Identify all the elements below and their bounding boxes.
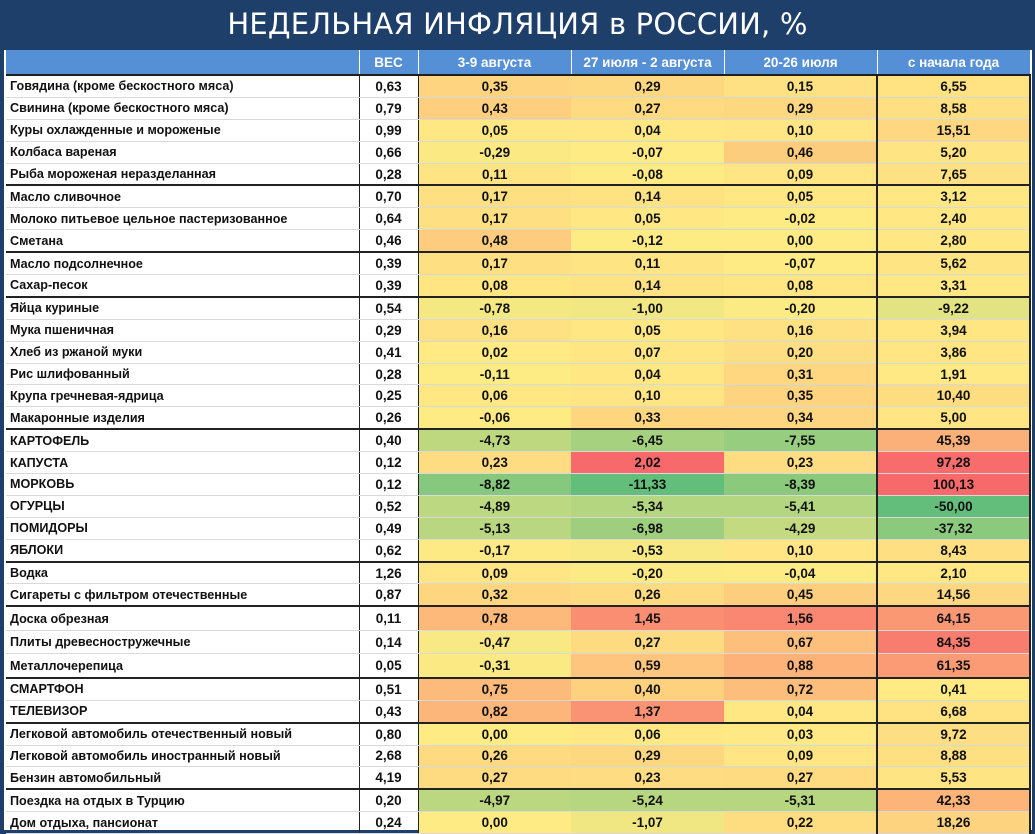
row-week-2-cell: 2,02: [571, 452, 724, 474]
table-title: НЕДЕЛЬНАЯ ИНФЛЯЦИЯ в РОССИИ, %: [0, 0, 1035, 48]
row-ytd-cell: 6,55: [877, 75, 1030, 97]
row-week-1-cell: 0,17: [418, 185, 571, 207]
row-week-1-cell: 0,35: [418, 75, 571, 97]
row-week-3-cell: 0,04: [724, 700, 877, 722]
row-week-3-cell: 0,72: [724, 678, 877, 700]
row-ytd-cell: 45,39: [877, 429, 1030, 451]
row-week-2-cell: 0,59: [571, 654, 724, 678]
row-name-cell: Металлочерепица: [6, 654, 359, 678]
row-name-cell: Колбаса вареная: [6, 141, 359, 163]
inflation-table: [6, 50, 1031, 834]
row-week-2-cell: 0,05: [571, 208, 724, 230]
table-row: [6, 230, 1030, 252]
row-week-3-cell: -0,04: [724, 562, 877, 584]
row-week-3-cell: -0,02: [724, 208, 877, 230]
row-ytd-cell: 61,35: [877, 654, 1030, 678]
table-row: [6, 700, 1030, 722]
row-weight-cell: 0,43: [359, 700, 418, 722]
row-week-3-cell: 0,00: [724, 230, 877, 252]
row-week-2-cell: 0,40: [571, 678, 724, 700]
row-ytd-cell: 3,12: [877, 185, 1030, 207]
row-weight-cell: 0,62: [359, 539, 418, 561]
row-name-cell: Крупа гречневая-ядрица: [6, 385, 359, 407]
table-row: [6, 630, 1030, 654]
row-week-2-cell: 0,27: [571, 630, 724, 654]
row-week-3-cell: 0,31: [724, 363, 877, 385]
table-row: [6, 385, 1030, 407]
row-week-1-cell: -0,31: [418, 654, 571, 678]
row-ytd-cell: 5,20: [877, 141, 1030, 163]
row-name-cell: Легковой автомобиль иностранный новый: [6, 745, 359, 767]
row-week-2-cell: 0,14: [571, 275, 724, 297]
row-name-cell: Бензин автомобильный: [6, 767, 359, 789]
row-ytd-cell: 2,80: [877, 230, 1030, 252]
header-row: [6, 50, 1030, 75]
row-week-3-cell: -8,39: [724, 474, 877, 496]
row-week-1-cell: 0,82: [418, 700, 571, 722]
row-weight-cell: 0,79: [359, 97, 418, 119]
row-name-cell: Рис шлифованный: [6, 363, 359, 385]
row-week-3-cell: -0,07: [724, 252, 877, 274]
row-week-3-cell: -7,55: [724, 429, 877, 451]
row-weight-cell: 0,40: [359, 429, 418, 451]
row-week-3-cell: -4,29: [724, 517, 877, 539]
row-week-1-cell: 0,05: [418, 119, 571, 141]
row-week-2-cell: 0,10: [571, 385, 724, 407]
row-week-2-cell: 0,14: [571, 185, 724, 207]
row-week-3-cell: 0,29: [724, 97, 877, 119]
row-weight-cell: 0,14: [359, 630, 418, 654]
row-name-cell: ЯБЛОКИ: [6, 539, 359, 561]
table-row: [6, 495, 1030, 517]
row-name-cell: ОГУРЦЫ: [6, 495, 359, 517]
row-week-1-cell: -0,29: [418, 141, 571, 163]
row-weight-cell: 2,68: [359, 745, 418, 767]
row-week-3-cell: 1,56: [724, 606, 877, 630]
row-week-3-cell: 0,10: [724, 119, 877, 141]
row-weight-cell: 0,52: [359, 495, 418, 517]
row-week-3-cell: 0,34: [724, 407, 877, 429]
row-weight-cell: 0,05: [359, 654, 418, 678]
row-week-3-cell: 0,10: [724, 539, 877, 561]
row-ytd-cell: 0,41: [877, 678, 1030, 700]
row-weight-cell: 0,99: [359, 119, 418, 141]
row-week-3-cell: -5,31: [724, 789, 877, 811]
row-name-cell: КАРТОФЕЛЬ: [6, 429, 359, 451]
row-name-cell: Куры охлажденные и мороженые: [6, 119, 359, 141]
row-ytd-cell: 2,40: [877, 208, 1030, 230]
table-row: [6, 678, 1030, 700]
row-week-1-cell: 0,09: [418, 562, 571, 584]
row-week-3-cell: -0,20: [724, 297, 877, 319]
row-week-3-cell: 0,15: [724, 75, 877, 97]
row-week-1-cell: 0,00: [418, 723, 571, 745]
row-week-3-cell: 0,20: [724, 341, 877, 363]
table-row: [6, 75, 1030, 97]
row-weight-cell: 0,24: [359, 812, 418, 834]
row-name-cell: Масло сливочное: [6, 185, 359, 207]
row-week-1-cell: 0,75: [418, 678, 571, 700]
row-week-2-cell: 0,23: [571, 767, 724, 789]
row-ytd-cell: 6,68: [877, 700, 1030, 722]
row-name-cell: Доска обрезная: [6, 606, 359, 630]
row-week-2-cell: 0,06: [571, 723, 724, 745]
row-week-1-cell: -0,06: [418, 407, 571, 429]
table-row: [6, 275, 1030, 297]
row-week-2-cell: -5,34: [571, 495, 724, 517]
row-ytd-cell: 8,58: [877, 97, 1030, 119]
row-weight-cell: 0,80: [359, 723, 418, 745]
row-week-1-cell: -0,78: [418, 297, 571, 319]
table-row: [6, 341, 1030, 363]
table-body: [6, 75, 1030, 834]
row-weight-cell: 0,41: [359, 341, 418, 363]
row-week-2-cell: 0,33: [571, 407, 724, 429]
header-ytd: с начала года: [877, 50, 1030, 75]
row-ytd-cell: 100,13: [877, 474, 1030, 496]
inflation-table-frame: [4, 50, 1032, 830]
row-week-1-cell: 0,32: [418, 584, 571, 606]
row-weight-cell: 0,51: [359, 678, 418, 700]
table-row: [6, 517, 1030, 539]
row-weight-cell: 0,12: [359, 474, 418, 496]
row-ytd-cell: 5,53: [877, 767, 1030, 789]
row-week-2-cell: -1,07: [571, 812, 724, 834]
row-ytd-cell: 5,62: [877, 252, 1030, 274]
row-ytd-cell: 2,10: [877, 562, 1030, 584]
row-ytd-cell: 15,51: [877, 119, 1030, 141]
table-row: [6, 723, 1030, 745]
row-name-cell: МОРКОВЬ: [6, 474, 359, 496]
row-week-3-cell: 0,45: [724, 584, 877, 606]
table-row: [6, 119, 1030, 141]
row-week-1-cell: 0,00: [418, 812, 571, 834]
row-week-2-cell: -0,20: [571, 562, 724, 584]
row-week-2-cell: 0,27: [571, 97, 724, 119]
row-name-cell: Дом отдыха, пансионат: [6, 812, 359, 834]
row-name-cell: Сметана: [6, 230, 359, 252]
row-ytd-cell: 97,28: [877, 452, 1030, 474]
row-week-3-cell: 0,09: [724, 745, 877, 767]
row-week-3-cell: 0,16: [724, 319, 877, 341]
row-ytd-cell: 3,86: [877, 341, 1030, 363]
table-row: [6, 319, 1030, 341]
row-week-3-cell: 0,27: [724, 767, 877, 789]
row-ytd-cell: 64,15: [877, 606, 1030, 630]
table-row: [6, 539, 1030, 561]
row-name-cell: Рыба мороженая неразделанная: [6, 163, 359, 185]
row-weight-cell: 0,28: [359, 163, 418, 185]
row-week-1-cell: -5,13: [418, 517, 571, 539]
row-week-1-cell: 0,78: [418, 606, 571, 630]
table-row: [6, 97, 1030, 119]
row-ytd-cell: 1,91: [877, 363, 1030, 385]
row-week-2-cell: -5,24: [571, 789, 724, 811]
header-name: [6, 50, 359, 75]
row-name-cell: Поездка на отдых в Турцию: [6, 789, 359, 811]
row-name-cell: Молоко питьевое цельное пастеризованное: [6, 208, 359, 230]
table-row: [6, 141, 1030, 163]
table-row: [6, 767, 1030, 789]
row-weight-cell: 0,70: [359, 185, 418, 207]
row-ytd-cell: 8,43: [877, 539, 1030, 561]
row-name-cell: Хлеб из ржаной муки: [6, 341, 359, 363]
header-week-2: 27 июля - 2 августа: [571, 50, 724, 75]
row-week-1-cell: 0,06: [418, 385, 571, 407]
row-week-2-cell: 0,11: [571, 252, 724, 274]
row-week-1-cell: 0,23: [418, 452, 571, 474]
row-name-cell: СМАРТФОН: [6, 678, 359, 700]
header-weight: ВЕС: [359, 50, 418, 75]
row-weight-cell: 0,28: [359, 363, 418, 385]
row-week-2-cell: 0,05: [571, 319, 724, 341]
row-week-1-cell: 0,17: [418, 208, 571, 230]
row-weight-cell: 0,66: [359, 141, 418, 163]
row-week-1-cell: 0,43: [418, 97, 571, 119]
row-name-cell: Сигареты с фильтром отечественные: [6, 584, 359, 606]
row-ytd-cell: 9,72: [877, 723, 1030, 745]
row-week-1-cell: -8,82: [418, 474, 571, 496]
row-week-3-cell: 0,09: [724, 163, 877, 185]
row-name-cell: Яйца куриные: [6, 297, 359, 319]
table-row: [6, 452, 1030, 474]
row-week-1-cell: -0,47: [418, 630, 571, 654]
table-row: [6, 745, 1030, 767]
row-week-3-cell: 0,35: [724, 385, 877, 407]
row-name-cell: Макаронные изделия: [6, 407, 359, 429]
row-week-1-cell: 0,08: [418, 275, 571, 297]
row-week-1-cell: 0,16: [418, 319, 571, 341]
row-ytd-cell: 5,00: [877, 407, 1030, 429]
row-name-cell: Плиты древесностружечные: [6, 630, 359, 654]
row-ytd-cell: 3,31: [877, 275, 1030, 297]
row-ytd-cell: 8,88: [877, 745, 1030, 767]
row-week-3-cell: 0,05: [724, 185, 877, 207]
row-week-2-cell: 0,29: [571, 745, 724, 767]
row-weight-cell: 0,54: [359, 297, 418, 319]
row-weight-cell: 0,12: [359, 452, 418, 474]
table-row: [6, 562, 1030, 584]
row-week-2-cell: 1,37: [571, 700, 724, 722]
table-row: [6, 474, 1030, 496]
row-week-2-cell: 0,04: [571, 119, 724, 141]
row-weight-cell: 1,26: [359, 562, 418, 584]
row-week-1-cell: -4,97: [418, 789, 571, 811]
row-ytd-cell: -37,32: [877, 517, 1030, 539]
row-name-cell: ТЕЛЕВИЗОР: [6, 700, 359, 722]
row-ytd-cell: 14,56: [877, 584, 1030, 606]
row-name-cell: Масло подсолнечное: [6, 252, 359, 274]
row-weight-cell: 0,49: [359, 517, 418, 539]
row-week-1-cell: 0,27: [418, 767, 571, 789]
row-week-2-cell: -0,07: [571, 141, 724, 163]
row-weight-cell: 0,20: [359, 789, 418, 811]
row-week-2-cell: -0,53: [571, 539, 724, 561]
row-week-3-cell: 0,46: [724, 141, 877, 163]
row-weight-cell: 0,39: [359, 252, 418, 274]
row-week-2-cell: -6,98: [571, 517, 724, 539]
row-week-3-cell: 0,03: [724, 723, 877, 745]
row-week-1-cell: -4,89: [418, 495, 571, 517]
row-name-cell: Говядина (кроме бескостного мяса): [6, 75, 359, 97]
row-weight-cell: 0,39: [359, 275, 418, 297]
row-name-cell: Сахар-песок: [6, 275, 359, 297]
row-name-cell: Легковой автомобиль отечественный новый: [6, 723, 359, 745]
row-weight-cell: 0,26: [359, 407, 418, 429]
row-week-3-cell: 0,08: [724, 275, 877, 297]
row-ytd-cell: 10,40: [877, 385, 1030, 407]
row-week-1-cell: 0,17: [418, 252, 571, 274]
header-week-3: 20-26 июля: [724, 50, 877, 75]
row-week-1-cell: -0,17: [418, 539, 571, 561]
row-week-1-cell: 0,11: [418, 163, 571, 185]
row-week-3-cell: -5,41: [724, 495, 877, 517]
row-ytd-cell: 84,35: [877, 630, 1030, 654]
row-weight-cell: 4,19: [359, 767, 418, 789]
row-week-2-cell: -0,12: [571, 230, 724, 252]
table-row: [6, 208, 1030, 230]
table-row: [6, 654, 1030, 678]
row-week-1-cell: 0,02: [418, 341, 571, 363]
row-week-2-cell: 0,26: [571, 584, 724, 606]
table-row: [6, 252, 1030, 274]
row-name-cell: Свинина (кроме бескостного мяса): [6, 97, 359, 119]
row-week-1-cell: 0,26: [418, 745, 571, 767]
row-ytd-cell: 3,94: [877, 319, 1030, 341]
row-week-1-cell: -0,11: [418, 363, 571, 385]
row-week-2-cell: 0,04: [571, 363, 724, 385]
row-week-2-cell: -11,33: [571, 474, 724, 496]
table-row: [6, 584, 1030, 606]
table-row: [6, 407, 1030, 429]
table-row: [6, 812, 1030, 834]
row-week-1-cell: -4,73: [418, 429, 571, 451]
table-row: [6, 185, 1030, 207]
row-week-2-cell: 0,07: [571, 341, 724, 363]
row-weight-cell: 0,29: [359, 319, 418, 341]
row-week-2-cell: 0,29: [571, 75, 724, 97]
header-week-1: 3-9 августа: [418, 50, 571, 75]
row-week-2-cell: 1,45: [571, 606, 724, 630]
row-week-3-cell: 0,23: [724, 452, 877, 474]
table-row: [6, 429, 1030, 451]
row-ytd-cell: 42,33: [877, 789, 1030, 811]
row-weight-cell: 0,25: [359, 385, 418, 407]
table-row: [6, 297, 1030, 319]
row-weight-cell: 0,64: [359, 208, 418, 230]
row-week-2-cell: -1,00: [571, 297, 724, 319]
row-ytd-cell: -50,00: [877, 495, 1030, 517]
row-week-1-cell: 0,48: [418, 230, 571, 252]
table-row: [6, 363, 1030, 385]
row-name-cell: Мука пшеничная: [6, 319, 359, 341]
row-weight-cell: 0,63: [359, 75, 418, 97]
row-name-cell: ПОМИДОРЫ: [6, 517, 359, 539]
row-ytd-cell: 7,65: [877, 163, 1030, 185]
row-week-2-cell: -6,45: [571, 429, 724, 451]
table-row: [6, 789, 1030, 811]
row-week-2-cell: -0,08: [571, 163, 724, 185]
row-week-3-cell: 0,88: [724, 654, 877, 678]
table-row: [6, 606, 1030, 630]
row-weight-cell: 0,11: [359, 606, 418, 630]
row-name-cell: КАПУСТА: [6, 452, 359, 474]
row-week-3-cell: 0,22: [724, 812, 877, 834]
row-weight-cell: 0,87: [359, 584, 418, 606]
row-ytd-cell: 18,26: [877, 812, 1030, 834]
row-name-cell: Водка: [6, 562, 359, 584]
row-ytd-cell: -9,22: [877, 297, 1030, 319]
table-row: [6, 163, 1030, 185]
row-week-3-cell: 0,67: [724, 630, 877, 654]
row-weight-cell: 0,46: [359, 230, 418, 252]
